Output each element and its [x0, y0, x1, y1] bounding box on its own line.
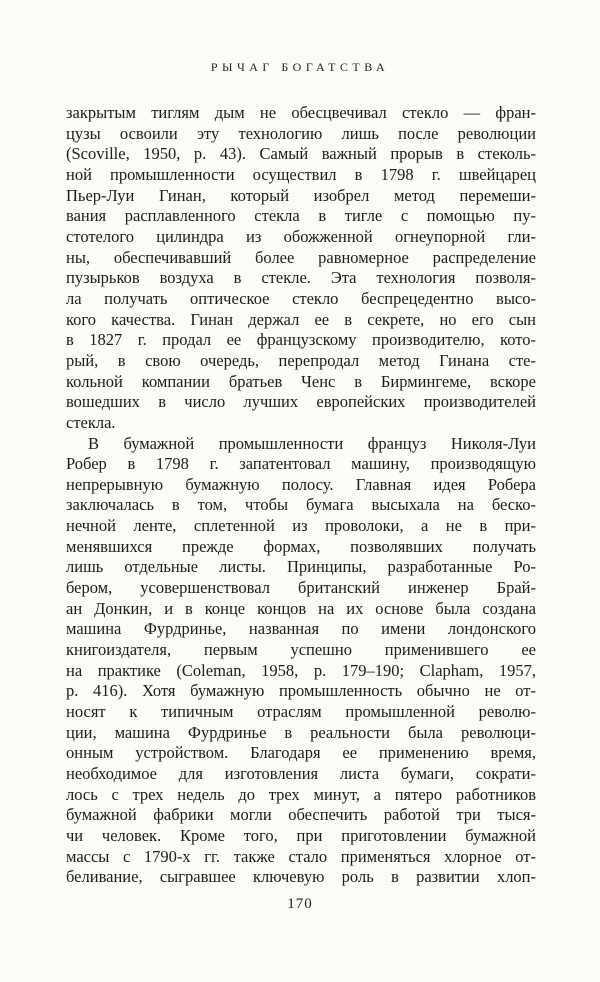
running-header: РЫЧАГ БОГАТСТВА: [210, 60, 390, 74]
text-line: ной промышленности осуществил в 1798 г. швейцарец: [66, 164, 536, 184]
text-line: бером, усовершенствовал британский инженер Брай-: [66, 578, 536, 598]
text-line: лось с трех недель до трех минут, а пятеро работников: [66, 784, 536, 804]
text-line: бумажной фабрики могли обеспечить работой три тыся-: [66, 805, 536, 825]
text-line: ции, машина Фурдринье в реальности была революци-: [66, 722, 536, 742]
text-line: ан Донкин, и в конце концов на их основе была создана: [66, 598, 536, 618]
text-line: лишь отдельные листы. Принципы, разработанные Ро-: [66, 557, 536, 577]
text-line: нечной ленте, сплетенной из проволоки, а не в при-: [66, 516, 536, 536]
text-line: необходимое для изготовления листа бумаги, сократи-: [66, 764, 536, 783]
text-line: стекла.: [66, 412, 116, 432]
body-text: [66, 103, 536, 888]
text-line: чи человек. Кроме того, при приготовлении бумажной: [66, 825, 536, 845]
text-line: рый, в свою очередь, перепродал метод Гинана сте-: [66, 350, 536, 370]
text-line: кого качества. Гинан держал ее в секрете, но его сын: [66, 309, 536, 329]
text-line: на практике (Coleman, 1958, p. 179–190; Clapham, 1957,: [66, 660, 536, 680]
text-line: Пьер-Луи Гинан, который изобрел метод перемеши-: [66, 185, 536, 205]
text-line: машина Фурдринье, названная по имени лондонского: [66, 619, 536, 639]
text-line: заключалась в том, чтобы бумага высыхала на беско-: [66, 495, 536, 515]
text-line: вошедших в число лучших европейских производителей: [66, 392, 536, 412]
text-line: непрерывную бумажную полосу. Главная идея Робера: [66, 474, 536, 494]
text-line: пузырьков воздуха в стекле. Эта технология позволя-: [66, 268, 536, 288]
text-line: менявшихся прежде формах, позволявших получать: [66, 536, 536, 556]
text-line: p. 416). Хотя бумажную промышленность обычно не от-: [66, 681, 536, 701]
text-line: Робер в 1798 г. запатентовал машину, производящую: [66, 454, 536, 474]
paragraph: [66, 103, 536, 434]
text-line: книгоиздателя, первым успешно применившего ее: [66, 640, 536, 660]
text-line: стотелого цилиндра из обожженной огнеупорной гли-: [66, 226, 536, 246]
text-line: онным устройством. Благодаря ее применению время,: [66, 743, 536, 763]
text-line: ла получать оптическое стекло беспрецедентно высо-: [66, 288, 536, 308]
text-line: ны, обеспечивавший более равномерное распределение: [66, 247, 536, 267]
text-line: закрытым тиглям дым не обесцвечивал стекло — фран-: [66, 103, 536, 122]
paragraph: [66, 434, 536, 888]
text-line: цузы освоили эту технологию лишь после революции: [66, 123, 536, 143]
text-line: массы с 1790-х гг. также стало применяться хлорное от-: [66, 846, 536, 866]
text-line: в 1827 г. продал ее французскому производителю, кото-: [66, 330, 536, 350]
text-line: вания расплавленного стекла в тигле с помощью пу-: [66, 206, 536, 226]
text-line: носят к типичным отраслям промышленной револю-: [66, 702, 536, 722]
text-line: В бумажной промышленности француз Николя-Луи: [88, 433, 536, 453]
page-number: 170: [287, 896, 313, 912]
text-line: (Scoville, 1950, p. 43). Самый важный прорыв в стеколь-: [66, 144, 536, 164]
text-line: беливание, сыгравшее ключевую роль в развитии хлоп-: [66, 867, 536, 887]
text-line: кольной компании братьев Ченс в Бирмингеме, вскоре: [66, 371, 536, 391]
